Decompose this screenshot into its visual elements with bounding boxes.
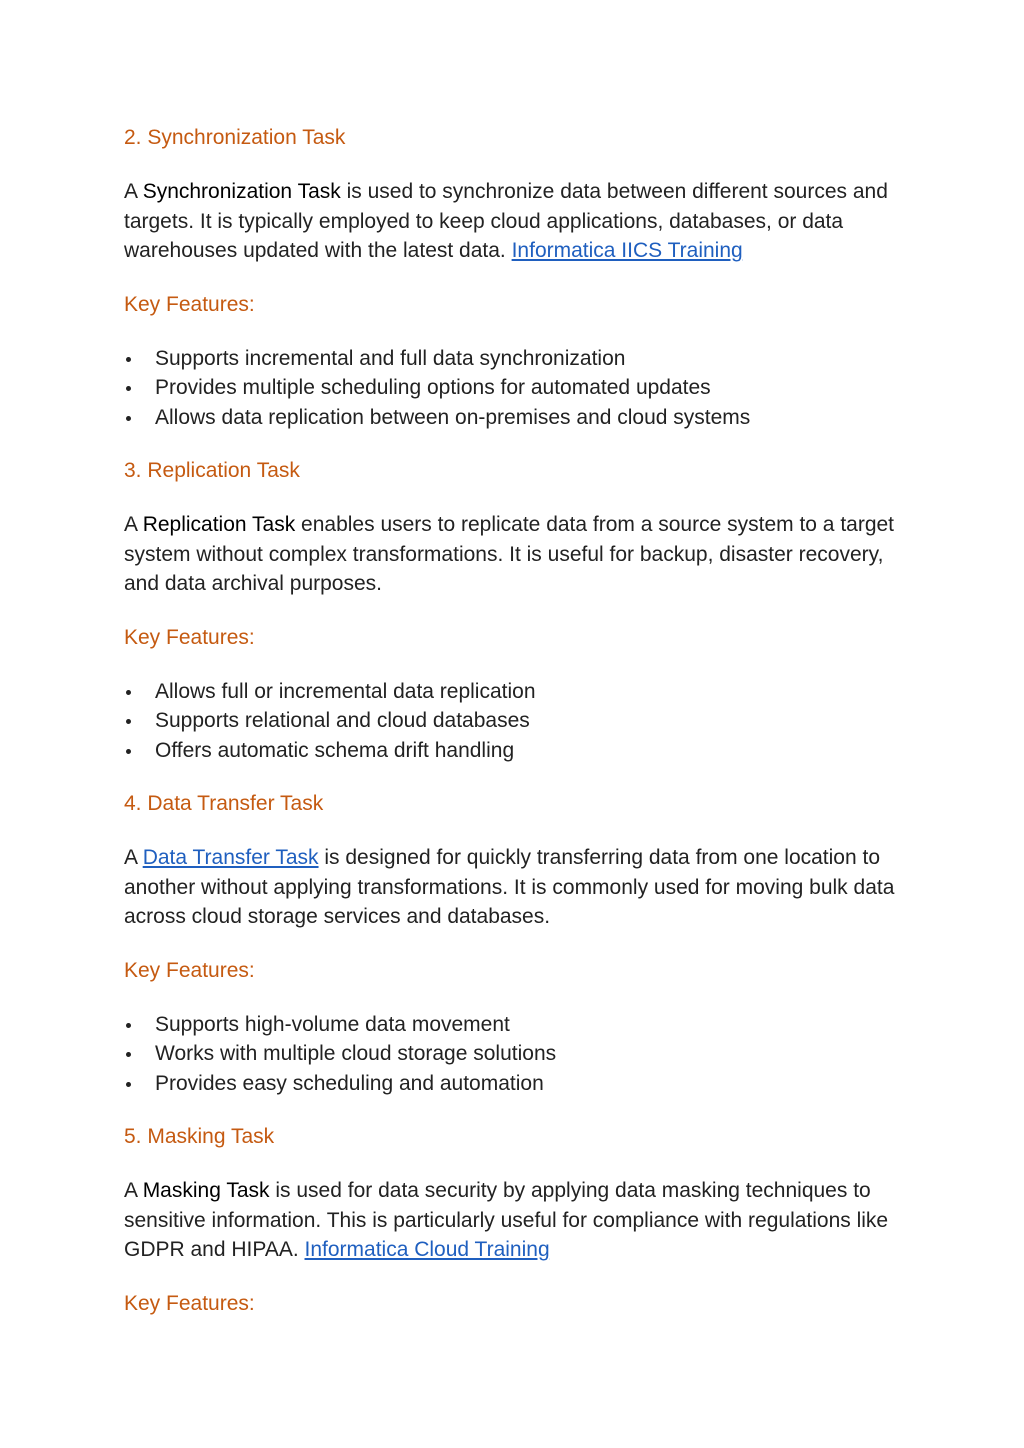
section-heading-synchronization: 2. Synchronization Task (124, 126, 346, 149)
section-paragraph-synchronization (124, 177, 904, 266)
paragraph-body: is designed for quickly transferring data from one location to another without applying transformations. It is commonly used for moving bulk data across cloud storage services and databases. (124, 846, 895, 928)
list-item: Allows data replication between on-premises and cloud systems (124, 403, 904, 433)
paragraph-body: enables users to replicate data from a source system to a target system without complex transformations. It is useful for backup, disaster recovery, and data archival purposes. (124, 513, 895, 595)
list-item: Supports high-volume data movement (124, 1010, 904, 1040)
term-replication-task: Replication Task (142, 513, 296, 536)
section-paragraph-masking (124, 1176, 904, 1265)
term-synchronization-task: Synchronization Task (142, 180, 341, 203)
link-data-transfer-task[interactable]: Data Transfer Task (142, 846, 319, 869)
paragraph-intro: A (124, 1179, 143, 1202)
section-heading-replication: 3. Replication Task (124, 459, 300, 482)
list-item: Offers automatic schema drift handling (124, 736, 904, 766)
list-item: Works with multiple cloud storage solutions (124, 1039, 904, 1069)
list-item: Supports relational and cloud databases (124, 706, 904, 736)
term-masking-task: Masking Task (142, 1179, 270, 1202)
paragraph-body: is used to synchronize data between different sources and targets. It is typically employed to keep cloud applications, databases, or data warehouses updated with the latest data. (124, 180, 888, 262)
list-item: Provides easy scheduling and automation (124, 1069, 904, 1099)
feature-list (124, 1010, 904, 1099)
list-item: Provides multiple scheduling options for automated updates (124, 373, 904, 403)
paragraph-intro: A (124, 513, 143, 536)
paragraph-body: is used for data security by applying data masking techniques to sensitive information. This is particularly useful for compliance with regulations like GDPR and HIPAA. (124, 1179, 889, 1261)
document-content (124, 123, 904, 1319)
key-features-label: Key Features: (124, 958, 255, 982)
key-features-label: Key Features: (124, 625, 255, 649)
section-paragraph-data-transfer (124, 843, 904, 932)
paragraph-intro: A (124, 180, 143, 203)
feature-list (124, 344, 904, 433)
section-paragraph-replication (124, 510, 904, 599)
paragraph-intro: A (124, 846, 143, 869)
section-heading-masking: 5. Masking Task (124, 1125, 275, 1148)
key-features-label: Key Features: (124, 1291, 255, 1315)
list-item: Allows full or incremental data replication (124, 677, 904, 707)
section-heading-data-transfer: 4. Data Transfer Task (124, 792, 324, 815)
key-features-label: Key Features: (124, 292, 255, 316)
link-informatica-iics-training[interactable]: Informatica IICS Training (511, 239, 743, 262)
list-item: Supports incremental and full data synchronization (124, 344, 904, 374)
link-informatica-cloud-training[interactable]: Informatica Cloud Training (304, 1238, 550, 1261)
feature-list (124, 677, 904, 766)
